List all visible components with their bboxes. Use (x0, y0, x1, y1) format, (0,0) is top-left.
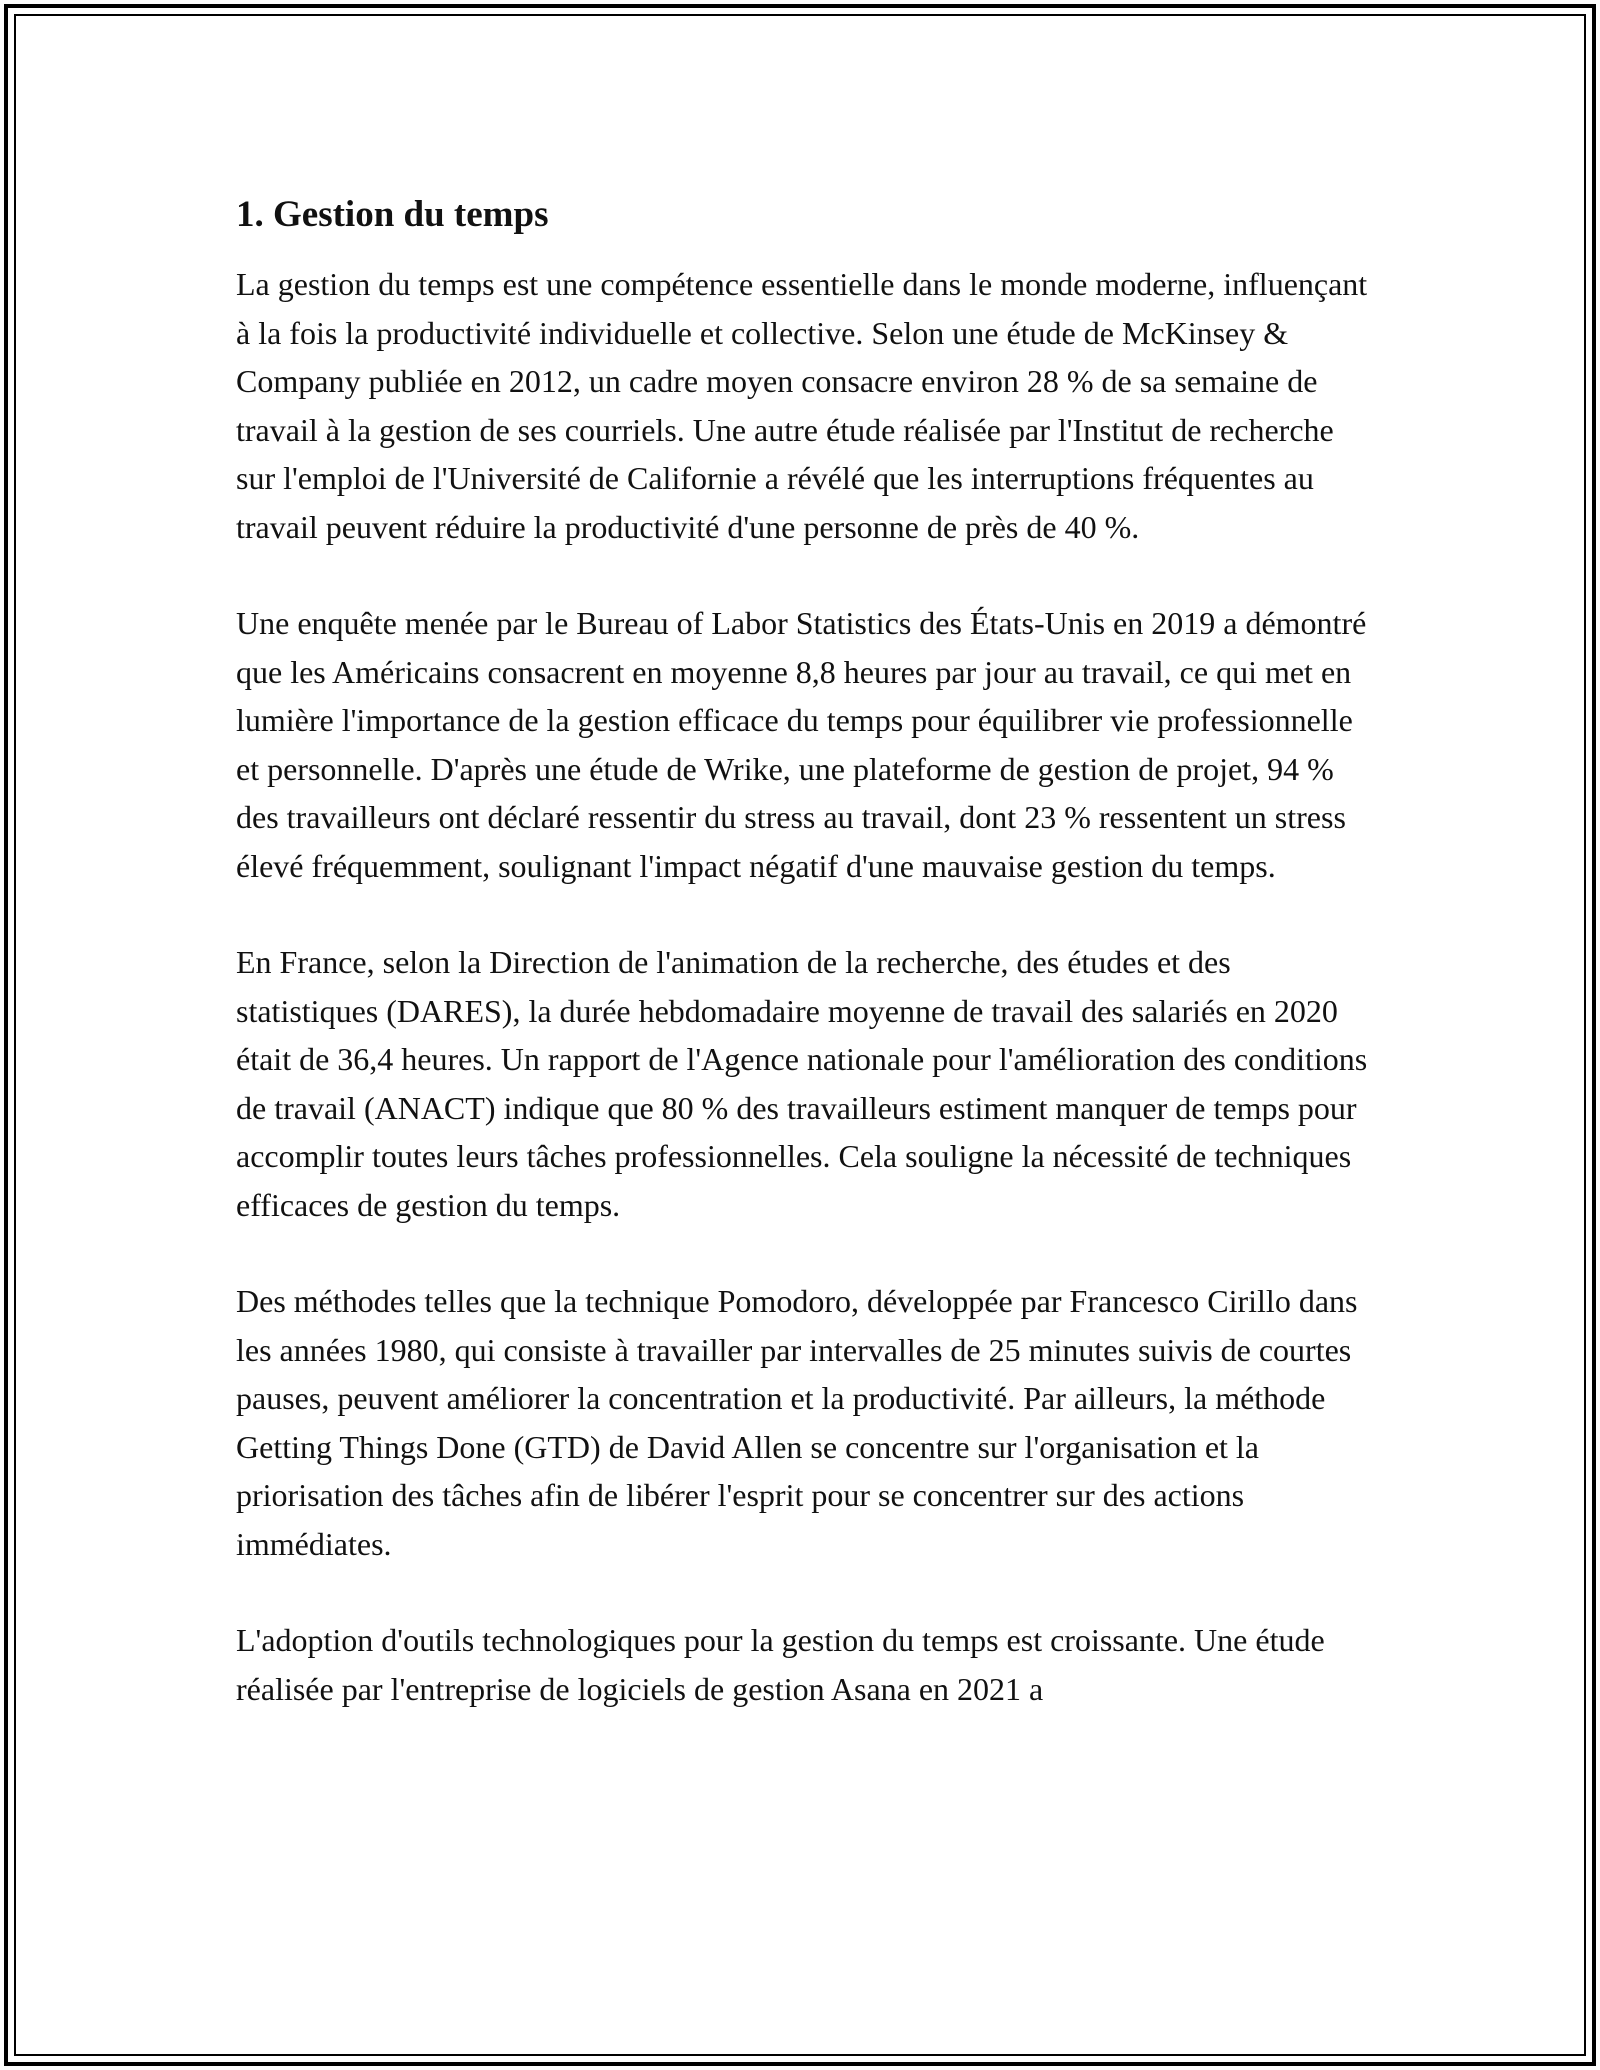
paragraph-3: En France, selon la Direction de l'animation de la recherche, des études et des statistiques (DARES), la durée hebdomadaire moyenne de travail des salariés en 2020 était de 36,4 heures. Un rapport de l'Agence nationale pour l'amélioration des conditions de travail (ANACT) indique que 80 % des travailleurs estiment manquer de temps pour accomplir toutes leurs tâches professionnelles. Cela souligne la nécessité de techniques efficaces de gestion du temps. (236, 944, 1368, 1223)
paragraph-2: Une enquête menée par le Bureau of Labor Statistics des États-Unis en 2019 a démontré que les Américains consacrent en moyenne 8,8 heures par jour au travail, ce qui met en lumière l'importance de la gestion efficace du temps pour équilibrer vie professionnelle et personnelle. D'après une étude de Wrike, une plateforme de gestion de projet, 94 % des travailleurs ont déclaré ressentir du stress au travail, dont 23 % ressentent un stress élevé fréquemment, soulignant l'impact négatif d'une mauvaise gestion du temps. (236, 605, 1367, 884)
document-page (236, 190, 1376, 1713)
paragraph-1: La gestion du temps est une compétence essentielle dans le monde moderne, influençant à la fois la productivité individuelle et collective. Selon une étude de McKinsey & Company publiée en 2012, un cadre moyen consacre environ 28 % de sa semaine de travail à la gestion de ses courriels. Une autre étude réalisée par l'Institut de recherche sur l'emploi de l'Université de Californie a révélé que les interruptions fréquentes au travail peuvent réduire la productivité d'une personne de près de 40 %. (236, 266, 1368, 545)
paragraph-5: L'adoption d'outils technologiques pour la gestion du temps est croissante. Une étude réalisée par l'entreprise de logiciels de gestion Asana en 2021 a (236, 1622, 1325, 1707)
section-heading: 1. Gestion du temps (236, 194, 549, 235)
paragraph-4: Des méthodes telles que la technique Pomodoro, développée par Francesco Cirillo dans les années 1980, qui consiste à travailler par intervalles de 25 minutes suivis de courtes pauses, peuvent améliorer la concentration et la productivité. Par ailleurs, la méthode Getting Things Done (GTD) de David Allen se concentre sur l'organisation et la priorisation des tâches afin de libérer l'esprit pour se concentrer sur des actions immédiates. (236, 1283, 1358, 1562)
